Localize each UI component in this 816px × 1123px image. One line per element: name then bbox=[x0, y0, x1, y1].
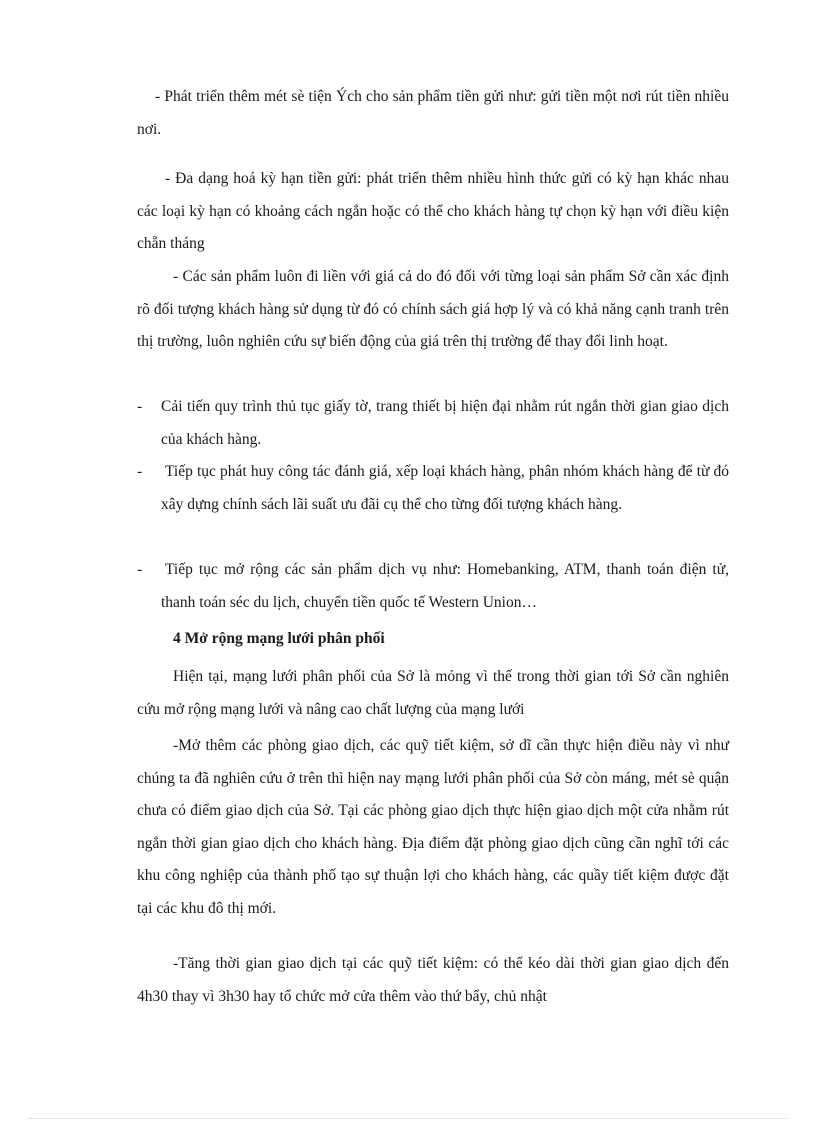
section-heading: 4 Mở rộng mạng lưới phân phối bbox=[173, 630, 385, 647]
paragraph-network-intro: Hiện tại, mạng lưới phân phối của Sở là mỏng vì thế trong thời gian tới Sở cần nghiên cứu mở rộng mạng lưới và nâng cao chất lượng của mạng lưới bbox=[137, 668, 729, 718]
paragraph-pricing: - Các sản phẩm luôn đi liền với giá cả do đó đối với từng loại sản phẩm Sở cần xác định rõ đối tượng khách hàng sử dụng từ đó có chính sách giá hợp lý và có khả năng cạnh tranh trên thị trường, luôn nghiên cứu sự biến động của giá trên thị trường để thay đổi linh hoạt. bbox=[137, 268, 729, 350]
paragraph-new-offices: -Mở thêm các phòng giao dịch, các quỹ tiết kiệm, sở dĩ cần thực hiện điều này vì như chúng ta đã nghiên cứu ở trên thì hiện nay mạng lưới phân phối của Sở còn máng, mét sè quận chưa có điểm giao dịch của Sở. Tại các phòng giao dịch thực hiện giao dịch một cửa nhằm rút ngắn thời gian giao dịch cho khách hàng. Địa điểm đặt phòng giao dịch cũng cần nghĩ tới các khu công nghiệp của thành phố tạo sự thuận lợi cho khách hàng, các quầy tiết kiệm được đặt tại các khu đô thị mới. bbox=[137, 737, 729, 917]
list-bullet: - bbox=[137, 561, 143, 578]
paragraph-extended-hours: -Tăng thời gian giao dịch tại các quỹ tiết kiệm: có thể kéo dài thời gian giao dịch đến 4h30 thay vì 3h30 hay tổ chức mở cửa thêm vào thứ bẩy, chủ nhật bbox=[137, 955, 729, 1005]
list-bullet: - bbox=[137, 463, 143, 480]
paragraph-savings-utility: - Phát triển thêm mét sè tiện Ých cho sản phẩm tiền gửi như: gửi tiền một nơi rút tiền nhiều nơi. bbox=[137, 88, 729, 138]
list-item-customer-rating: Tiếp tục phát huy công tác đánh giá, xếp loại khách hàng, phân nhóm khách hàng để từ đó xây dựng chính sách lãi suất ưu đãi cụ thể cho từng đối tượng khách hàng. bbox=[161, 463, 729, 513]
list-item-procedures: Cải tiến quy trình thủ tục giấy tờ, trang thiết bị hiện đại nhằm rút ngắn thời gian giao dịch của khách hàng. bbox=[161, 398, 729, 448]
page-bottom-divider bbox=[28, 1118, 788, 1119]
list-item-services: Tiếp tục mở rộng các sản phẩm dịch vụ như: Homebanking, ATM, thanh toán điện tử, thanh toán séc du lịch, chuyển tiền quốc tế Western Union… bbox=[161, 561, 729, 611]
paragraph-term-diversification: - Đa dạng hoá kỳ hạn tiền gửi: phát triển thêm nhiều hình thức gửi có kỳ hạn khác nhau các loại kỳ hạn có khoảng cách ngắn hoặc có thể cho khách hàng tự chọn kỳ hạn với điều kiện chẵn tháng bbox=[137, 170, 729, 252]
list-bullet: - bbox=[137, 398, 143, 415]
